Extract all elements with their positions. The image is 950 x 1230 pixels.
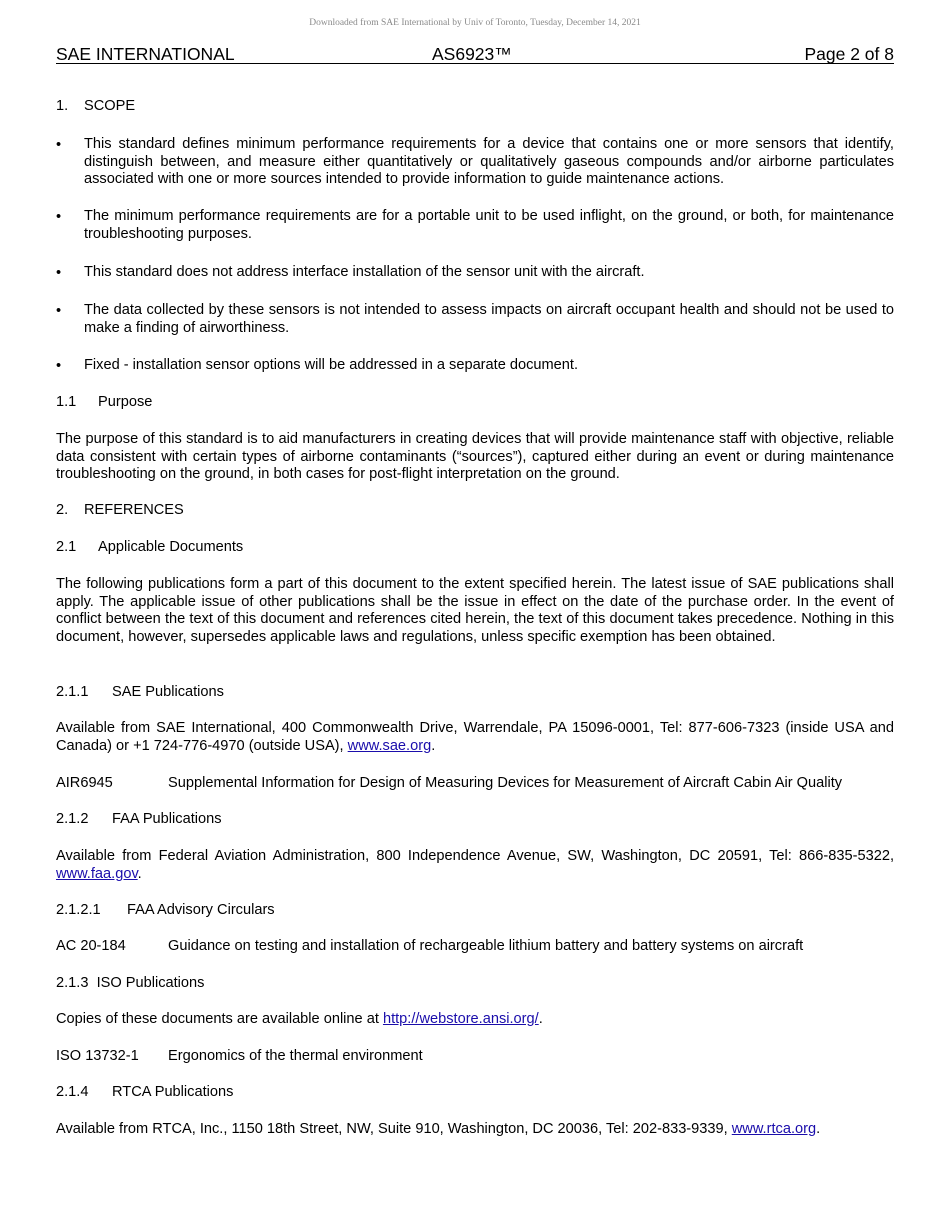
ref-title-iso-13732-1: Ergonomics of the thermal environment bbox=[168, 1048, 423, 1064]
section-1-title: SCOPE bbox=[84, 98, 136, 114]
rtca-availability-end: . bbox=[816, 1121, 821, 1137]
ref-code-ac-20-184: AC 20-184 bbox=[56, 938, 126, 954]
section-2-1-2-number: 2.1.2 bbox=[56, 811, 89, 827]
header-doc-id: AS6923™ bbox=[432, 44, 512, 64]
section-2-1-1-number: 2.1.1 bbox=[56, 684, 89, 700]
section-1-number: 1. bbox=[56, 98, 69, 114]
sae-availability-end: . bbox=[431, 737, 436, 754]
bullet-icon: • bbox=[56, 265, 62, 281]
bullet-icon: • bbox=[56, 303, 62, 319]
faa-website-link[interactable]: www.faa.gov bbox=[56, 865, 138, 882]
section-2-1-3-heading: 2.1.3 ISO Publications bbox=[56, 975, 205, 991]
purpose-paragraph: The purpose of this standard is to aid manufacturers in creating devices that will provide maintenance staff with objective, reliable data consistent with certain types of airborne contaminants (“sources”), captured either during an event or during maintenance troubleshooting on the ground, in both cases for post-flight interpretation on the ground. bbox=[56, 431, 894, 482]
ref-code-air6945: AIR6945 bbox=[56, 775, 113, 791]
iso-availability-end: . bbox=[538, 1011, 543, 1027]
ref-code-iso-13732-1: ISO 13732-1 bbox=[56, 1048, 139, 1064]
header-org: SAE INTERNATIONAL bbox=[56, 44, 235, 64]
download-note: Downloaded from SAE International by Univ of Toronto, Tuesday, December 14, 2021 bbox=[309, 18, 641, 28]
sae-availability-text: Available from SAE International, 400 Commonwealth Drive, Warrendale, PA 15096-0001, Tel: 877-606-7323 (inside USA and Canada) or +1 724-776-4970 (outside USA), bbox=[56, 720, 894, 754]
faa-availability-end: . bbox=[137, 865, 142, 882]
ref-title-ac-20-184: Guidance on testing and installation of rechargeable lithium battery and battery systems on aircraft bbox=[168, 938, 804, 954]
header-rule bbox=[56, 63, 894, 64]
faa-availability-text: Available from Federal Aviation Administration, 800 Independence Avenue, SW, Washington, DC 20591, Tel: 866-835-5322, bbox=[56, 848, 894, 864]
scope-bullet-1: This standard defines minimum performance requirements for a device that contains one or more sensors that identify, distinguish between, and measure either quantitatively or qualitatively gaseous compounds and/or airborne particulates associated with one or more sources intended to provide information to guide maintenance actions. bbox=[84, 136, 894, 187]
scope-bullet-4: The data collected by these sensors is not intended to assess impacts on aircraft occupant health and should not be used to make a finding of airworthiness. bbox=[84, 302, 894, 336]
section-1-1-title: Purpose bbox=[98, 394, 153, 410]
iso-availability-paragraph bbox=[56, 1011, 894, 1029]
bullet-icon: • bbox=[56, 209, 62, 225]
bullet-icon: • bbox=[56, 358, 62, 374]
section-2-1-4-title: RTCA Publications bbox=[112, 1084, 234, 1100]
section-2-1-2-1-number: 2.1.2.1 bbox=[56, 902, 101, 918]
rtca-availability-paragraph bbox=[56, 1121, 894, 1139]
section-1-1-number: 1.1 bbox=[56, 394, 77, 410]
faa-availability-paragraph bbox=[56, 848, 894, 883]
bullet-icon: • bbox=[56, 137, 62, 153]
rtca-availability-text: Available from RTCA, Inc., 1150 18th Street, NW, Suite 910, Washington, DC 20036, Tel: 202-833-9339, bbox=[56, 1121, 732, 1137]
section-2-1-4-number: 2.1.4 bbox=[56, 1084, 89, 1100]
header-page-number: Page 2 of 8 bbox=[804, 44, 894, 64]
section-2-title: REFERENCES bbox=[84, 502, 184, 518]
section-2-1-number: 2.1 bbox=[56, 539, 77, 555]
sae-availability-paragraph bbox=[56, 720, 894, 755]
section-2-1-2-title: FAA Publications bbox=[112, 811, 222, 827]
scope-bullet-3: This standard does not address interface installation of the sensor unit with the aircraft. bbox=[84, 264, 645, 280]
rtca-website-link[interactable]: www.rtca.org bbox=[731, 1121, 817, 1137]
ansi-webstore-link[interactable]: http://webstore.ansi.org/ bbox=[382, 1011, 539, 1027]
section-2-1-1-title: SAE Publications bbox=[112, 684, 224, 700]
sae-website-link[interactable]: www.sae.org bbox=[347, 737, 432, 754]
ref-title-air6945: Supplemental Information for Design of Measuring Devices for Measurement of Aircraft Cabin Air Quality bbox=[168, 775, 843, 791]
iso-availability-text: Copies of these documents are available online at bbox=[56, 1011, 383, 1027]
scope-bullet-5: Fixed - installation sensor options will be addressed in a separate document. bbox=[84, 357, 579, 373]
scope-bullet-2: The minimum performance requirements are for a portable unit to be used inflight, on the ground, or both, for maintenance troubleshooting purposes. bbox=[84, 208, 894, 242]
section-2-number: 2. bbox=[56, 502, 69, 518]
applicable-documents-paragraph: The following publications form a part of this document to the extent specified herein. The latest issue of SAE publications shall apply. The applicable issue of other publications shall be the issue in effect on the date of the purchase order. In the event of conflict between the text of this document and references cited herein, the text of this document takes precedence. Nothing in this document, however, supersedes applicable laws and regulations, unless specific exemption has been obtained. bbox=[56, 576, 894, 645]
section-2-1-title: Applicable Documents bbox=[98, 539, 244, 555]
section-2-1-2-1-title: FAA Advisory Circulars bbox=[127, 902, 275, 918]
